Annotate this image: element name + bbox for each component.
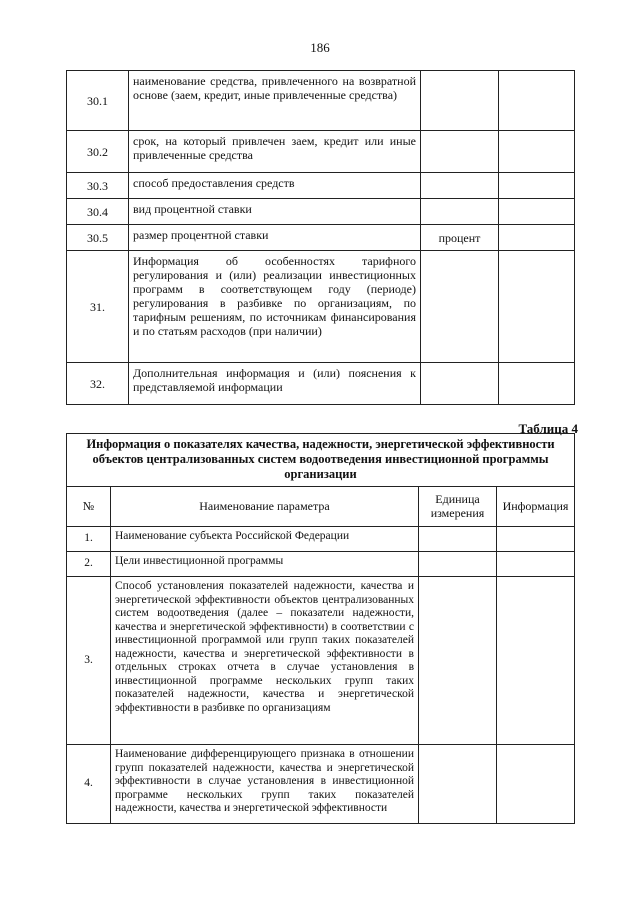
row-parameter: наименование средства, привлеченного на возвратной основе (заем, кредит, иные привлеченные средства) — [129, 71, 421, 131]
row-info — [497, 527, 575, 552]
row-info — [499, 199, 575, 225]
table-row — [67, 527, 575, 552]
row-unit — [419, 552, 497, 577]
table-label: Таблица 4 — [518, 421, 578, 436]
row-info — [499, 251, 575, 363]
header-number: № — [67, 487, 111, 527]
row-unit — [419, 577, 497, 745]
row-info — [499, 131, 575, 173]
row-number: 3. — [67, 577, 111, 745]
table-row — [67, 251, 575, 363]
row-parameter: срок, на который привлечен заем, кредит или иные привлеченные средства — [129, 131, 421, 173]
row-info — [499, 71, 575, 131]
row-parameter: Способ установления показателей надежности, качества и энергетической эффективности объектов централизованных систем водоотведения (далее – показатели надежности, качества и энергетической эффективности) в соответствии с инвестиционной программой или групп таких показателей надежности, качества и энергетической эффективности в отдельных строках отчета в случае установления в инвестиционной программе нескольких групп таких показателей надежности, качества и энергетической эффективности в разбивке по организациям — [111, 577, 419, 745]
row-parameter: Цели инвестиционной программы — [111, 552, 419, 577]
header-parameter: Наименование параметра — [111, 487, 419, 527]
row-parameter: способ предоставления средств — [129, 173, 421, 199]
table-row — [67, 131, 575, 173]
table-header-row — [67, 487, 575, 527]
table-row — [67, 173, 575, 199]
row-number: 30.2 — [67, 131, 129, 173]
row-unit — [419, 527, 497, 552]
row-unit — [421, 363, 499, 405]
row-parameter: вид процентной ставки — [129, 199, 421, 225]
row-parameter: Наименование дифференцирующего признака в отношении групп показателей надежности, качества и энергетической эффективности в случае установления в инвестиционной программе нескольких групп таких показателей надежности, качества и энергетической эффективности — [115, 748, 414, 814]
row-number: 4. — [67, 745, 111, 824]
table-row — [67, 745, 575, 824]
row-info — [499, 173, 575, 199]
row-unit — [421, 251, 499, 363]
header-info: Информация — [497, 487, 575, 527]
quality-indicators-table — [66, 433, 575, 824]
row-number: 30.5 — [67, 225, 129, 251]
row-number: 30.1 — [67, 71, 129, 131]
row-unit: процент — [421, 225, 499, 251]
row-info — [497, 745, 575, 824]
table-row — [67, 552, 575, 577]
row-number: 31. — [67, 251, 129, 363]
row-number: 30.4 — [67, 199, 129, 225]
table-row — [67, 199, 575, 225]
row-number: 30.3 — [67, 173, 129, 199]
table-row — [67, 363, 575, 405]
row-info — [499, 363, 575, 405]
header-unit: Единица измерения — [419, 487, 497, 527]
row-number: 1. — [67, 527, 111, 552]
table-caption: Информация о показателях качества, надежности, энергетической эффективности объектов централизованных систем водоотведения инвестиционной программы организации — [67, 434, 575, 487]
table-row — [67, 71, 575, 131]
row-info — [497, 577, 575, 745]
row-number: 32. — [67, 363, 129, 405]
row-info — [497, 552, 575, 577]
row-parameter: Дополнительная информация и (или) пояснения к представляемой информации — [129, 363, 421, 405]
row-parameter: размер процентной ставки — [129, 225, 421, 251]
row-parameter-cell — [111, 745, 419, 824]
row-parameter: Наименование субъекта Российской Федерации — [111, 527, 419, 552]
row-unit — [421, 173, 499, 199]
table-caption-row — [67, 434, 575, 487]
row-parameter: Информация об особенностях тарифного регулирования и (или) реализации инвестиционных программ в соответствующем году (периоде) регулирования в разбивке по организациям, по тарифным решениям, по источникам финансирования и по статьям расходов (при наличии) — [129, 251, 421, 363]
page-number: 186 — [310, 40, 330, 55]
parameters-table-continued — [66, 70, 575, 405]
row-info — [499, 225, 575, 251]
row-unit — [421, 199, 499, 225]
row-unit — [421, 71, 499, 131]
row-unit — [419, 745, 497, 824]
row-number: 2. — [67, 552, 111, 577]
table-row — [67, 225, 575, 251]
table-row — [67, 577, 575, 745]
row-unit — [421, 131, 499, 173]
